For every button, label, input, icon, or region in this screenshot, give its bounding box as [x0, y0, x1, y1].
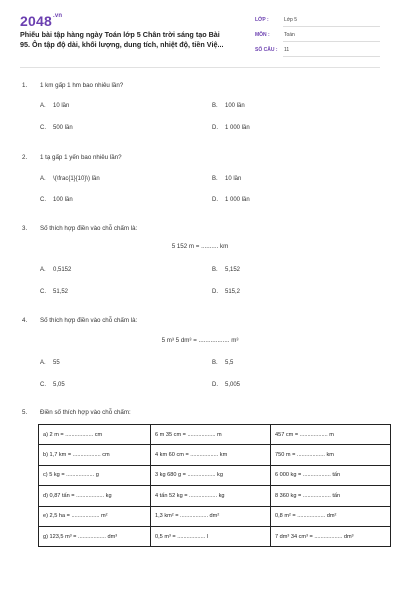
- table-row: [39, 425, 391, 445]
- table-cell[interactable]: 6 000 kg = .................. tấn: [271, 465, 391, 485]
- option-a[interactable]: A. \(\frac{1}{10}\) lần: [40, 176, 100, 182]
- option-c[interactable]: C. 100 lần: [40, 197, 73, 203]
- option-b[interactable]: B. 100 lần: [212, 103, 245, 109]
- table-cell[interactable]: 8 360 kg = .................. tấn: [271, 486, 391, 506]
- table-cell[interactable]: e) 2,5 ha = .................. m²: [39, 506, 151, 526]
- subject-label: MÔN :: [255, 32, 270, 38]
- option-d[interactable]: D. 1 000 lần: [212, 125, 250, 131]
- question-text: Điền số thích hợp vào chỗ chấm:: [40, 409, 131, 416]
- question-expression: 5 m³ 5 dm³ = .................. m³: [161, 337, 239, 344]
- table-cell[interactable]: d) 0,87 tấn = .................. kg: [39, 486, 151, 506]
- question-text: 1 tạ gấp 1 yến bao nhiêu lần?: [40, 154, 122, 161]
- option-d[interactable]: D. 515,2: [212, 289, 241, 295]
- table-cell[interactable]: 0,5 m³ = .................. l: [151, 526, 271, 546]
- question-number: 5.: [22, 409, 28, 416]
- subject-value: Toán: [284, 32, 295, 38]
- table-row: [39, 486, 391, 506]
- option-c[interactable]: C. 500 lần: [40, 125, 73, 131]
- table-row: [39, 465, 391, 485]
- table-cell[interactable]: c) 5 kg = .................. g: [39, 465, 151, 485]
- question-text: Số thích hợp điền vào chỗ chấm là:: [40, 317, 138, 324]
- question-number: 3.: [22, 225, 28, 232]
- table-row: [39, 445, 391, 465]
- table-cell[interactable]: g) 123,5 m³ = .................. dm³: [39, 526, 151, 546]
- question-text: 1 km gấp 1 hm bao nhiêu lần?: [40, 82, 124, 89]
- option-a[interactable]: A. 10 lần: [40, 103, 70, 109]
- option-b[interactable]: B. 5,152: [212, 267, 241, 273]
- table-cell[interactable]: 457 cm = .................. m: [271, 425, 391, 445]
- site-logo[interactable]: $2048^{.vn}$: [20, 13, 63, 29]
- table-cell[interactable]: 1,3 km² = .................. dm²: [151, 506, 271, 526]
- option-c[interactable]: C. 51,52: [40, 289, 69, 295]
- table-cell[interactable]: 3 kg 680 g = .................. kg: [151, 465, 271, 485]
- option-a[interactable]: A. 0,5152: [40, 267, 72, 273]
- header-divider: [20, 67, 380, 68]
- question-number: 4.: [22, 317, 28, 324]
- table-row: [39, 506, 391, 526]
- table-cell[interactable]: 7 dm³ 34 cm³ = .................. dm³: [271, 526, 391, 546]
- count-value: 11: [284, 47, 290, 53]
- table-cell[interactable]: a) 2 m = .................. cm: [39, 425, 151, 445]
- option-d[interactable]: D. 5,005: [212, 382, 241, 388]
- question-number: 1.: [22, 82, 28, 89]
- fill-in-table: [38, 424, 391, 547]
- class-value: Lớp 5: [284, 17, 298, 23]
- question-text: Số thích hợp điền vào chỗ chấm là:: [40, 225, 138, 232]
- table-cell[interactable]: 0,8 m² = .................. dm²: [271, 506, 391, 526]
- table-cell[interactable]: 750 m = .................. km: [271, 445, 391, 465]
- count-label: SỐ CÂU :: [255, 47, 278, 53]
- table-cell[interactable]: 4 tấn 52 kg = .................. kg: [151, 486, 271, 506]
- worksheet-title: Phiếu bài tập hàng ngày Toán lớp 5 Chân trời sáng tạo Bài 95. Ôn tập độ dài, khối lượng, dung tích, nhiệt độ, tiền Việ...: [20, 30, 224, 49]
- class-label: LỚP :: [255, 17, 269, 23]
- question-number: 2.: [22, 154, 28, 161]
- table-cell[interactable]: 4 km 60 cm = .................. km: [151, 445, 271, 465]
- table-cell[interactable]: b) 1,7 km = .................. cm: [39, 445, 151, 465]
- option-b[interactable]: B. 5,5: [212, 360, 234, 366]
- option-d[interactable]: D. 1 000 lần: [212, 197, 250, 203]
- option-a[interactable]: A. 55: [40, 360, 60, 366]
- table-row: [39, 526, 391, 546]
- option-b[interactable]: B. 10 lần: [212, 176, 242, 182]
- question-expression: 5 152 m = .......... km: [171, 243, 229, 250]
- table-cell[interactable]: 6 m 35 cm = .................. m: [151, 425, 271, 445]
- option-c[interactable]: C. 5,05: [40, 382, 65, 388]
